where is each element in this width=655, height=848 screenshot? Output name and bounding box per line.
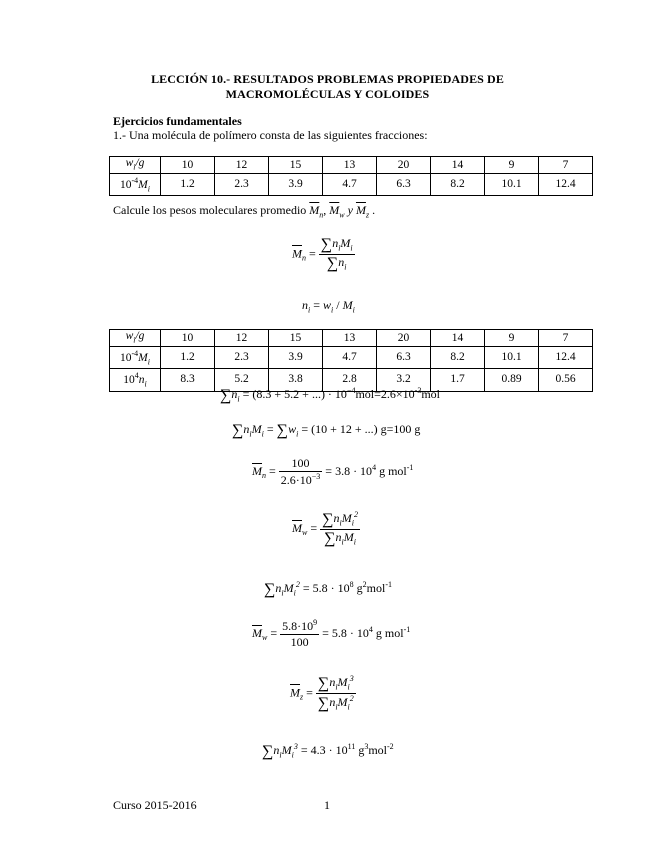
table-row xyxy=(110,347,593,369)
cell: 12 xyxy=(215,157,269,174)
fractions-table xyxy=(109,156,593,196)
eq-mn-denominator: 2.6·10 xyxy=(280,473,312,487)
eq-ni-sum-text: = (8.3 + 5.2 + ...) · 10 xyxy=(242,387,347,401)
cell: 2.8 xyxy=(323,369,377,391)
title-line-1: LECCIÓN 10.- RESULTADOS PROBLEMAS PROPIEDADES DE xyxy=(151,72,504,86)
eq-mn-result: = 3.8 · 10 xyxy=(325,463,373,478)
cell: 5.2 xyxy=(215,369,269,391)
row-label-mi: $10^{-4}M_i$ xyxy=(110,347,161,369)
eq-mw-result: = 5.8 · 10 xyxy=(322,625,369,640)
cell: 6.3 xyxy=(377,347,431,369)
eq-mn-definition: $\overline{M}_n$ = $\frac{\sum n_iM_i}{\sum n_i}$ xyxy=(292,236,353,272)
cell: 9 xyxy=(485,157,539,174)
cell: 20 xyxy=(377,330,431,347)
cell: 12.4 xyxy=(539,174,593,196)
cell: 9 xyxy=(485,330,539,347)
cell: 3.9 xyxy=(269,347,323,369)
cell: 8.2 xyxy=(431,347,485,369)
footer-course: Curso 2015-2016 xyxy=(113,798,197,812)
cell: 4.7 xyxy=(323,347,377,369)
cell: 10 xyxy=(161,157,215,174)
eq-nimi2-text: = 5.8 · 10 xyxy=(302,581,350,595)
fractions-table-extended xyxy=(109,329,593,392)
row-label-wi: $w_i/g$ xyxy=(110,157,161,174)
eq-ni-sum: $\sum n_i = (8.3 + 5.2$ + ...) · $10^{-4}mol=2.6\times 10^{-3}mol$ xyxy=(220,386,440,404)
row-label-wi: $w_i/g$ xyxy=(110,330,161,347)
cell: 3.9 xyxy=(269,174,323,196)
table-row xyxy=(110,330,593,347)
table-row xyxy=(110,157,593,174)
row-label-ni: $10^4n_i$ xyxy=(110,369,161,391)
cell: 15 xyxy=(269,157,323,174)
cell: 0.89 xyxy=(485,369,539,391)
eq-ni-definition: $n_i = w_i / M_i$ xyxy=(302,298,355,315)
eq-mass-sum: $\sum n_iM_i = \sum w_i = (10 + 12$ + ...) g=100 g xyxy=(232,422,421,439)
table-row xyxy=(110,174,593,196)
cell: 15 xyxy=(269,330,323,347)
cell: 8.2 xyxy=(431,174,485,196)
cell: 14 xyxy=(431,157,485,174)
cell: 12 xyxy=(215,330,269,347)
eq-mw-value: $\overline{M}_w$ = $\frac{5.8\cdot 10^9}{100}$ = $5.8 \cdot 10^4$ g mol$^{-1}$ xyxy=(252,618,411,649)
calc-prompt: Calcule los pesos moleculares promedio $\overline{M}_n$, $\overline{M}_w$ y $\overline{M}_z$ . xyxy=(113,203,376,220)
eq-ni-result: mol=2.6×10 xyxy=(355,387,415,401)
cell: 1.7 xyxy=(431,369,485,391)
eq-mw-numerator: 5.8·10 xyxy=(282,619,314,633)
problem-statement: 1.- Una molécula de polímero consta de las siguientes fracciones: xyxy=(113,128,428,142)
calc-prompt-text: Calcule los pesos moleculares promedio xyxy=(113,203,307,217)
cell: 7 xyxy=(539,157,593,174)
cell: 7 xyxy=(539,330,593,347)
cell: 3.8 xyxy=(269,369,323,391)
cell: 3.2 xyxy=(377,369,431,391)
footer-page-number: 1 xyxy=(324,798,330,812)
title-line-2: MACROMOLÉCULAS Y COLOIDES xyxy=(225,87,430,101)
section-heading: Ejercicios fundamentales xyxy=(113,114,242,128)
cell: 14 xyxy=(431,330,485,347)
cell: 1.2 xyxy=(161,174,215,196)
row-label-mi: $10^{-4}M_i$ xyxy=(110,174,161,196)
cell: 8.3 xyxy=(161,369,215,391)
eq-mz-definition: $\overline{M}_z$ = $\frac{\sum n_iM_i^3}{\sum n_iM_i^2}$ xyxy=(290,674,354,712)
cell: 10.1 xyxy=(485,347,539,369)
cell: 20 xyxy=(377,157,431,174)
eq-nimi3-sum: $\sum n_iM_i^3 = 4.3 \cdot 10^{11}$ $g^3mol^{-2}$ xyxy=(262,742,394,760)
cell: 2.3 xyxy=(215,347,269,369)
eq-nimi2-sum: $\sum n_iM_i^2 = 5.8 \cdot 10^8$ $g^2mol^{-1}$ xyxy=(264,580,392,598)
cell: 1.2 xyxy=(161,347,215,369)
eq-nimi3-text: = 4.3 · 10 xyxy=(300,743,348,757)
eq-mw-definition: $\overline{M}_w$ = $\frac{\sum n_iM_i^2}{\sum n_iM_i}$ xyxy=(292,510,358,547)
cell: 13 xyxy=(323,157,377,174)
cell: 0.56 xyxy=(539,369,593,391)
cell: 12.4 xyxy=(539,347,593,369)
cell: 2.3 xyxy=(215,174,269,196)
eq-mass-sum-text: = (10 + 12 + ...) g=100 g xyxy=(301,422,421,436)
cell: 10.1 xyxy=(485,174,539,196)
eq-mw-denominator: 100 xyxy=(280,634,319,650)
cell: 6.3 xyxy=(377,174,431,196)
eq-mn-value: $\overline{M}_n$ = $\frac{100}{2.6\cdot 10^{-3}}$ = $3.8 \cdot 10^4$ g mol$^{-1}$ xyxy=(252,456,414,487)
cell: 13 xyxy=(323,330,377,347)
cell: 4.7 xyxy=(323,174,377,196)
eq-mn-numerator: 100 xyxy=(291,456,310,470)
cell: 10 xyxy=(161,330,215,347)
